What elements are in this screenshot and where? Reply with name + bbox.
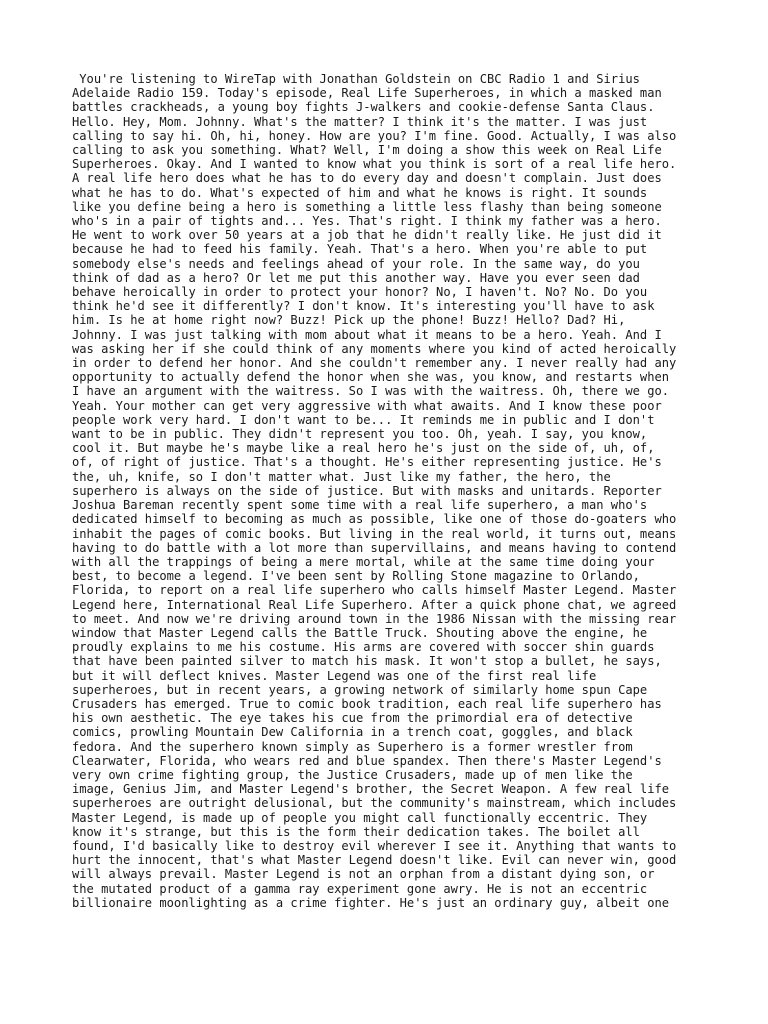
text-line: want to be in public. They didn't represent you too. Oh, yeah. I say, you know, [72,427,648,442]
text-line: Hello. Hey, Mom. Johnny. What's the matter? I think it's the matter. I was just [72,114,648,129]
text-line: but it will deflect knives. Master Legend was one of the first real life [72,668,597,683]
text-line: behave heroically in order to protect your honor? No, I haven't. No? No. Do you [72,285,648,300]
text-line: him. Is he at home right now? Buzz! Pick up the phone! Buzz! Hello? Dad? Hi, [72,313,626,328]
text-line: best, to become a legend. I've been sent by Rolling Stone magazine to Orlando, [72,569,640,584]
text-line: A real life hero does what he has to do every day and doesn't complain. Just does [72,171,662,186]
text-line: superheroes are outright delusional, but the community's mainstream, which includes [72,796,677,811]
text-line: superhero is always on the side of justice. But with masks and unitards. Reporter [72,483,662,498]
text-line: battles crackheads, a young boy fights J-walkers and cookie-defense Santa Claus. [72,100,655,115]
text-line: calling to ask you something. What? Well, I'm doing a show this week on Real Life [72,143,662,158]
text-line: calling to say hi. Oh, hi, honey. How are you? I'm fine. Good. Actually, I was also [72,128,677,143]
text-line: was asking her if she could think of any moments where you kind of acted heroically [72,341,677,356]
text-line: billionaire moonlighting as a crime fighter. He's just an ordinary guy, albeit one [72,895,670,910]
text-line: think he'd see it differently? I don't know. It's interesting you'll have to ask [72,299,655,314]
text-line: cool it. But maybe he's maybe like a real hero he's just on the side of, uh, of, [72,441,655,456]
text-line: You're listening to WireTap with Jonathan Goldstein on CBC Radio 1 and Sirius [72,72,640,86]
text-line: to meet. And now we're driving around town in the 1986 Nissan with the missing rear [72,611,677,626]
text-line: his own aesthetic. The eye takes his cue from the primordial era of detective [72,711,633,726]
text-line: He went to work over 50 years at a job that he didn't really like. He just did it [72,228,662,243]
text-line: of, of right of justice. That's a thought. He's either representing justice. He's [72,455,662,470]
text-line: fedora. And the superhero known simply as Superhero is a former wrestler from [72,739,633,754]
text-line: Clearwater, Florida, who wears red and blue spandex. Then there's Master Legend's [72,753,662,768]
text-line: somebody else's needs and feelings ahead of your role. In the same way, do you [72,256,640,271]
text-line: having to do battle with a lot more than supervillains, and means having to contend [72,540,677,555]
text-line: like you define being a hero is something a little less flashy than being someone [72,199,662,214]
text-line: Adelaide Radio 159. Today's episode, Real Life Superheroes, in which a masked man [72,86,662,101]
text-line: image, Genius Jim, and Master Legend's brother, the Secret Weapon. A few real life [72,782,670,797]
text-line: Johnny. I was just talking with mom about what it means to be a hero. Yeah. And I [72,327,662,342]
text-line: the, uh, knife, so I don't matter what. Just like my father, the hero, the [72,469,611,484]
text-line: Master Legend, is made up of people you might call functionally eccentric. They [72,810,648,825]
transcript-text [72,72,712,952]
text-line: will always prevail. Master Legend is not an orphan from a distant dying son, or [72,867,655,882]
text-line: people work very hard. I don't want to be... It reminds me in public and I don't [72,412,655,427]
text-line: I have an argument with the waitress. So I was with the waitress. Oh, there we go. [72,384,670,399]
text-line: know it's strange, but this is the form their dedication takes. The boilet all [72,824,640,839]
text-line: the mutated product of a gamma ray experiment gone awry. He is not an eccentric [72,881,648,896]
text-line: Yeah. Your mother can get very aggressive with what awaits. And I know these poor [72,398,662,413]
text-line: what he has to do. What's expected of him and what he knows is right. It sounds [72,185,648,200]
text-line: dedicated himself to becoming as much as possible, like one of those do-goaters who [72,512,677,527]
text-line: opportunity to actually defend the honor when she was, you know, and restarts when [72,370,670,385]
text-line: very own crime fighting group, the Justice Crusaders, made up of men like the [72,767,633,782]
text-line: Joshua Bareman recently spent some time with a real life superhero, a man who's [72,498,648,513]
text-line: window that Master Legend calls the Battle Truck. Shouting above the engine, he [72,625,648,640]
text-line: because he had to feed his family. Yeah. That's a hero. When you're able to put [72,242,648,257]
text-line: Florida, to report on a real life superhero who calls himself Master Legend. Master [72,583,677,598]
text-line: comics, prowling Mountain Dew California in a trench coat, goggles, and black [72,725,633,740]
text-line: with all the trappings of being a mere mortal, while at the same time doing your [72,554,655,569]
text-line: who's in a pair of tights and... Yes. That's right. I think my father was a hero. [72,214,662,229]
text-line: in order to defend her honor. And she couldn't remember any. I never really had any [72,356,677,371]
text-line: hurt the innocent, that's what Master Legend doesn't like. Evil can never win, good [72,853,677,868]
text-line: Crusaders has emerged. True to comic book tradition, each real life superhero has [72,696,662,711]
text-line: superheroes, but in recent years, a growing network of similarly home spun Cape [72,682,648,697]
text-line: think of dad as a hero? Or let me put this another way. Have you ever seen dad [72,270,640,285]
text-line: Legend here, International Real Life Superhero. After a quick phone chat, we agreed [72,597,677,612]
text-line: found, I'd basically like to destroy evil wherever I see it. Anything that wants to [72,838,677,853]
text-line: inhabit the pages of comic books. But living in the real world, it turns out, means [72,526,677,541]
text-line: that have been painted silver to match his mask. It won't stop a bullet, he says, [72,654,662,669]
text-line: proudly explains to me his costume. His arms are covered with soccer shin guards [72,640,655,655]
text-line: Superheroes. Okay. And I wanted to know what you think is sort of a real life hero. [72,157,677,172]
